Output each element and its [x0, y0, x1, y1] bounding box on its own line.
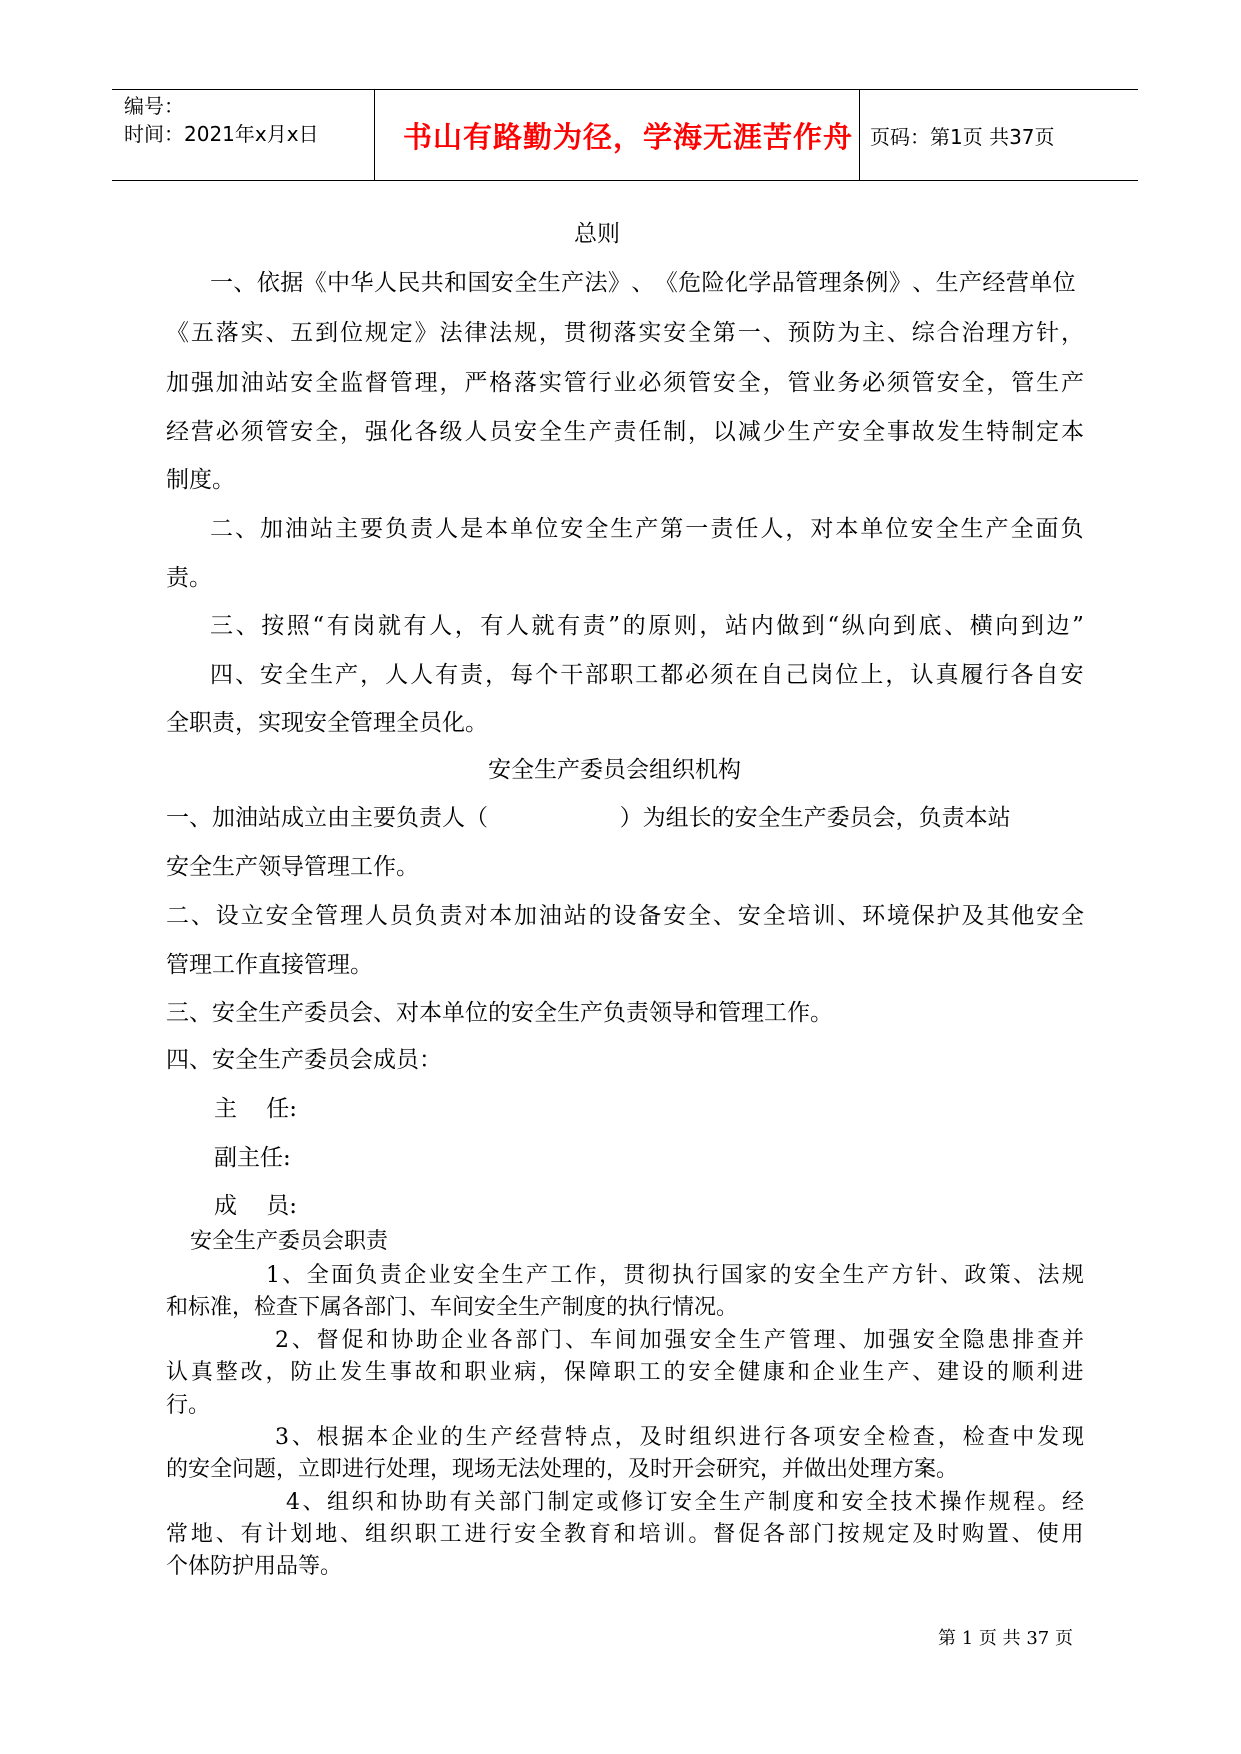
org-deputy: 副主任:: [214, 1145, 291, 1171]
duty4-line3: 个体防护用品等。: [166, 1554, 343, 1579]
general-p2-line2: 责。: [166, 565, 212, 591]
page-label: 页码：第1页 共37页: [870, 124, 1055, 149]
duties-title: 安全生产委员会职责: [190, 1229, 389, 1254]
org-item4: 四、安全生产委员会成员：: [166, 1047, 442, 1073]
general-title: 总则: [574, 221, 620, 247]
general-p1-line5: 制度。: [166, 467, 235, 493]
header-motto: [375, 90, 860, 180]
header-page: [860, 90, 1138, 180]
duty3-line2: 的安全问题，立即进行处理，现场无法处理的，及时开会研究，并做出处理方案。: [166, 1457, 959, 1482]
duty3-line1: 3 、 根 据 本 企 业 的 生 产 经 营 特 点 ， 及 时 组 织 进 行 各 项 安 全 检 查 ， 检 查 中 发 现: [275, 1425, 1084, 1450]
general-p1-line3: 加 强 加 油 站 安 全 监 督 管 理 ， 严 格 落 实 管 行 业 必 须 管 安 全 ， 管 业 务 必 须 管 安 全 ， 管 生 产: [166, 370, 1084, 396]
page-footer: 第 1 页 共 37 页: [938, 1628, 1073, 1649]
org-item2-line2: 管理工作直接管理。: [166, 952, 373, 978]
general-p1-line1: 一 、 依 据 《 中 华 人 民 共 和 国 安 全 生 产 法 》 、 《 危 险 化 学 品 管 理 条 例 》 、 生 产 经 营 单 位: [210, 270, 1076, 296]
org-director: 主 任:: [214, 1096, 297, 1122]
duty2-line1: 2 、 督 促 和 协 助 企 业 各 部 门 、 车 间 加 强 安 全 生 产 管 理 、 加 强 安 全 隐 患 排 查 并: [275, 1328, 1084, 1353]
duty2-line2: 认 真 整 改 ， 防 止 发 生 事 故 和 职 业 病 ， 保 障 职 工 的 安 全 健 康 和 企 业 生 产 、 建 设 的 顺 利 进: [166, 1360, 1084, 1385]
duty1-line1: 1 、 全 面 负 责 企 业 安 全 生 产 工 作 ， 贯 彻 执 行 国 家 的 安 全 生 产 方 针 、 政 策 、 法 规: [266, 1263, 1084, 1288]
motto-text: 书山有路勤为径，学海无涯苦作舟: [403, 119, 854, 154]
document-header: [112, 89, 1138, 181]
org-item3: 三、安全生产委员会、对本单位的安全生产负责领导和管理工作。: [166, 1000, 833, 1026]
general-p1-line4: 经 营 必 须 管 安 全 ， 强 化 各 级 人 员 安 全 生 产 责 任 制 ， 以 减 少 生 产 安 全 事 故 发 生 特 制 定 本: [166, 419, 1084, 445]
duty4-line1: 4 、 组 织 和 协 助 有 关 部 门 制 定 或 修 订 安 全 生 产 制 度 和 安 全 技 术 操 作 规 程 。 经: [286, 1490, 1084, 1515]
number-label: 编号：: [124, 94, 184, 118]
general-p3: 三 、 按 照 “ 有 岗 就 有 人 ， 有 人 就 有 责 ” 的 原 则 ， 站 内 做 到 “ 纵 向 到 底 、 横 向 到 边 ”: [210, 613, 1084, 639]
general-p1-line2: 《 五 落 实 、 五 到 位 规 定 》 法 律 法 规 ， 贯 彻 落 实 安 全 第 一 、 预 防 为 主 、 综 合 治 理 方 针 ，: [166, 320, 1084, 346]
general-p4-line2: 全职责，实现安全管理全员化。: [166, 710, 488, 736]
org-item1-line2: 安全生产领导管理工作。: [166, 854, 419, 880]
header-meta: [112, 90, 375, 180]
org-members: 成 员:: [214, 1193, 297, 1219]
duty4-line2: 常 地 、 有 计 划 地 、 组 织 职 工 进 行 安 全 教 育 和 培 训 。 督 促 各 部 门 按 规 定 及 时 购 置 、 使 用: [166, 1522, 1084, 1547]
duty1-line2: 和标准，检查下属各部门、车间安全生产制度的执行情况。: [166, 1295, 739, 1320]
duty2-line3: 行。: [166, 1393, 211, 1418]
org-title: 安全生产委员会组织机构: [488, 757, 741, 783]
org-item2-line1: 二 、 设 立 安 全 管 理 人 员 负 责 对 本 加 油 站 的 设 备 安 全 、 安 全 培 训 、 环 境 保 护 及 其 他 安 全: [166, 903, 1084, 929]
general-p2-line1: 二 、 加 油 站 主 要 负 责 人 是 本 单 位 安 全 生 产 第 一 责 任 人 ， 对 本 单 位 安 全 生 产 全 面 负: [210, 516, 1084, 542]
date-label: 时间：2021年x月x日: [124, 122, 319, 146]
org-item1-line1: 一、加油站成立由主要负责人（ ）为组长的安全生产委员会，负责本站: [166, 805, 1011, 831]
general-p4-line1: 四 、 安 全 生 产 ， 人 人 有 责 ， 每 个 干 部 职 工 都 必 须 在 自 己 岗 位 上 ， 认 真 履 行 各 自 安: [210, 662, 1084, 688]
